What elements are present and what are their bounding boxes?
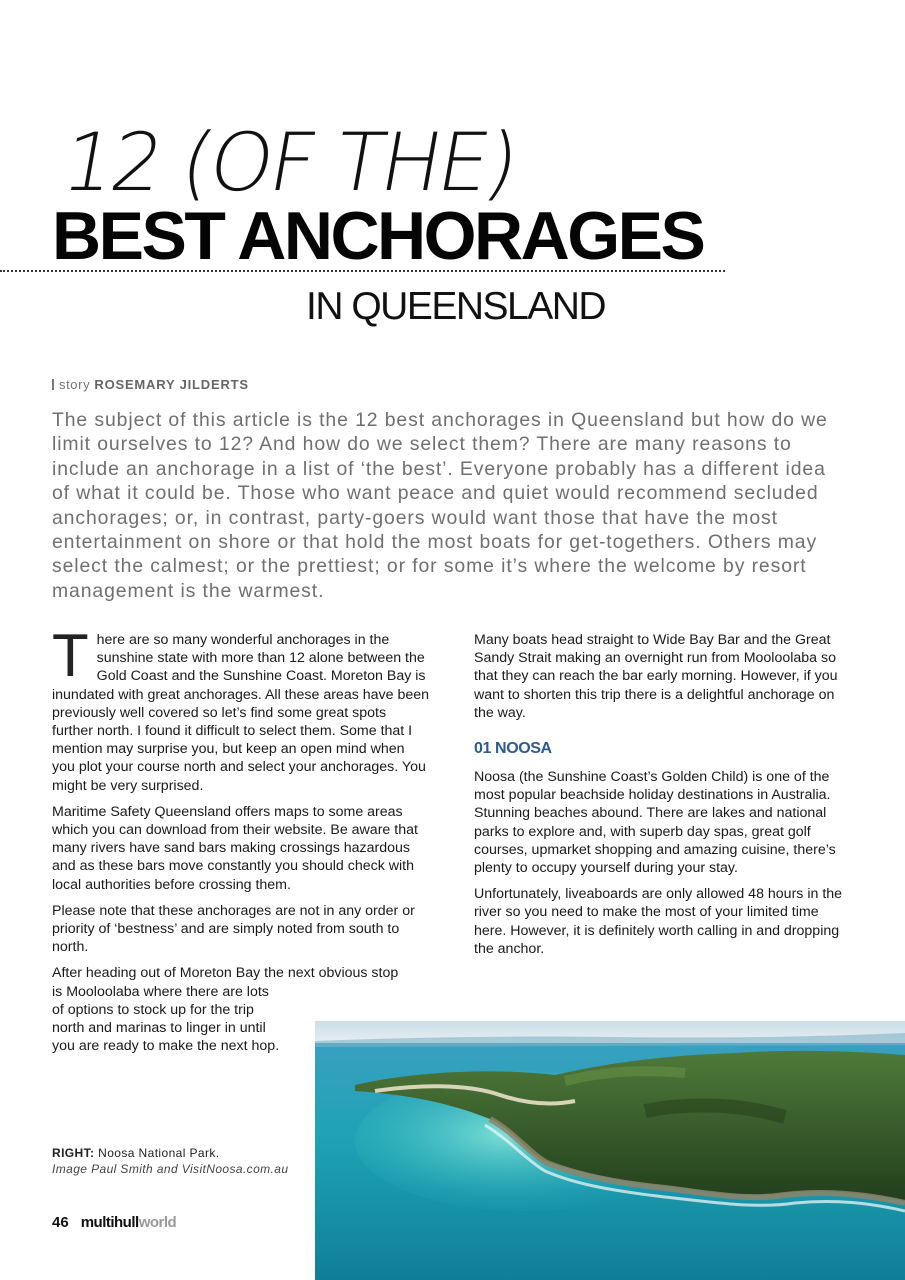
headline-line-1: 12 (OF THE) (55, 116, 523, 209)
byline-prefix: story (59, 377, 91, 392)
body-paragraph: Please note that these anchorages are not in any order or priority of ‘bestness’ and are simply noted from south to north. (52, 902, 415, 956)
headline-line-2: BEST ANCHORAGES (52, 198, 704, 274)
brand-name: multihull (80, 1214, 139, 1231)
brand-name-suffix: world (138, 1214, 177, 1231)
body-text: here are so many wonderful anchorages in the sunshine state with more than 12 alone between the Gold Coast and the Sunshine Coast. Moreton Bay is inundated with great anchorages. All these areas have been previously well covered so let’s find some great spots further north. I found it difficult to select them. Some that I mention may surprise you, but keep an open mind when you plot your course north and select your anchorages. You might be very surprised. (52, 632, 430, 794)
byline (52, 377, 249, 393)
headline-line-3: IN QUEENSLAND (306, 285, 606, 328)
body-column-left (52, 622, 430, 1063)
caption-text: Noosa National Park. (98, 1146, 220, 1160)
noosa-headland-photo (315, 1021, 905, 1280)
body-paragraph: After heading out of Moreton Bay the next obvious stop (52, 965, 399, 982)
photo-caption (52, 1146, 292, 1177)
byline-author: ROSEMARY JILDERTS (94, 377, 249, 392)
caption-credit: Image Paul Smith and VisitNoosa.com.au (52, 1161, 289, 1176)
body-paragraph (52, 622, 430, 795)
body-paragraph: Unfortunately, liveaboards are only allowed 48 hours in the river so you need to make the most of your limited time here. However, it is definitely worth calling in and dropping the anchor. (474, 886, 843, 957)
body-paragraph: Noosa (the Sunshine Coast’s Golden Child) is one of the most popular beachside holiday destinations in Australia. Stunning beaches abound. There are lakes and national parks to explore and, with superb day spas, great golf courses, upmarket shopping and amazing cuisine, there’s plenty to occupy yourself during your stay. (474, 769, 836, 877)
page-number: 46 (52, 1214, 69, 1231)
body-paragraph: Many boats head straight to Wide Bay Bar and the Great Sandy Strait making an overnight run from Mooloolaba so that they can reach the bar early morning. However, if you want to shorten this trip there is a delightful anchorage on the way. (474, 632, 838, 721)
caption-label: RIGHT: (52, 1146, 95, 1160)
page-footer (52, 1214, 176, 1232)
body-paragraph: is Mooloolaba where there are lots of options to stock up for the trip north and marinas to linger in until you are ready to make the next hop. (52, 983, 280, 1055)
intro-paragraph: The subject of this article is the 12 best anchorages in Queensland but how do we limit ourselves to 12? And how do we select them? There are many reasons to include an anchorage in a list of ‘the best’. Everyone probably has a different idea of what it could be. Those who want peace and quiet would recommend secluded anchorages; or, in contrast, party-goers would want those that have the most entertainment on shore or that hold the most boats for get-togethers. Others may select the calmest; or the prettiest; or for some it’s where the welcome by resort management is the warmest. (52, 409, 828, 602)
byline-bar (52, 379, 54, 390)
section-heading: 01 NOOSA (474, 740, 552, 758)
body-column-right (474, 631, 854, 966)
drop-cap: T (52, 622, 89, 689)
headline-divider (0, 270, 725, 272)
body-paragraph: Maritime Safety Queensland offers maps to some areas which you can download from their website. Be aware that many rivers have sand bars making crossings hazardous and as these bars move constantly you should check with local authorities before crossing them. (52, 803, 418, 893)
